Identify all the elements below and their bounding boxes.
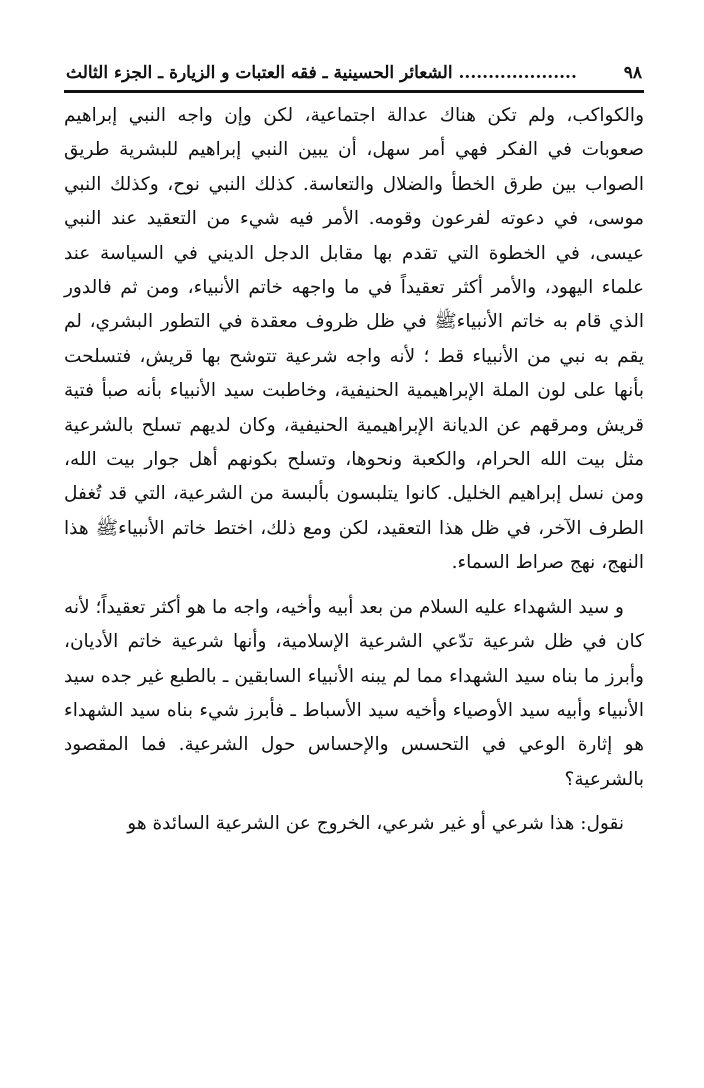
body-text bbox=[64, 99, 644, 842]
page-number: ٩٨ bbox=[623, 63, 642, 83]
paragraph-3: نقول: هذا شرعي أو غير شرعي، الخروج عن الشرعية السائدة هو bbox=[127, 813, 624, 835]
running-title bbox=[66, 58, 577, 88]
header-rule bbox=[64, 90, 644, 93]
paragraph-1: والكواكب، ولم تكن هناك عدالة اجتماعية، لكن وإن واجه النبي إبراهيم صعوبات في الفكر فهي أمر سهل، أن يبين النبي إبراهيم للبشرية طريق الصواب بين طرق الخطأ والضلال والتعاسة. كذلك النبي نوح، وكذلك النبي موسى، في دعوته لفرعون وقومه. الأمر فيه شيء من التعقيد عند النبي عيسى، في الخطوة التي تقدم بها مقابل الدجل الديني في السياسة عند علماء اليهود، والأمر أكثر تعقيداً في ما واجهه خاتم الأنبياء، ومن ثم فالدور الذي قام به خاتم الأنبياءﷺ في ظل ظروف معقدة في التطور البشري، لم يقم به نبي من الأنبياء قط ؛ لأنه واجه شرعية تتوشح بها قريش، فتسلحت بأنها على لون الملة الإبراهيمية الحنيفية، وخاطبت سيد الأنبياء بأنه صبأ فتية قريش ومرقهم عن الديانة الإبراهيمية الحنيفية، وكان لديهم تسلح بالشرعية مثل بيت الله الحرام، والكعبة ونحوها، وتسلح بكونهم أهل جوار بيت الله، ومن نسل إبراهيم الخليل. كانوا يتلبسون بألبسة من الشرعية، التي قد تُغفل الطرف الآخر، في ظل هذا التعقيد، لكن ومع ذلك، اختط خاتم الأنبياءﷺ هذا النهج، نهج صراط السماء. bbox=[64, 105, 644, 574]
book-title: الشعائر الحسينية ـ فقه العتبات و الزيارة ـ الجزء الثالث bbox=[66, 63, 453, 83]
header-dots: .................... bbox=[458, 63, 577, 83]
book-page bbox=[64, 58, 644, 842]
paragraph-2: و سيد الشهداء عليه السلام من بعد أبيه وأخيه، واجه ما هو أكثر تعقيداً؛ لأنه كان في ظل شرعية تدّعي الشرعية الإسلامية، وأنها شرعية خاتم الأديان، وأبرز ما بناه سيد الشهداء مما لم يبنه الأنبياء السابقين ـ بالطبع غير جده سيد الأنبياء وأبيه سيد الأوصياء وأخيه سيد الأسباط ـ فأبرز شيء بناه سيد الشهداء هو إثارة الوعي في التحسس والإحساس حول الشرعية. فما المقصود بالشرعية؟ bbox=[64, 596, 644, 790]
page-header bbox=[64, 58, 644, 88]
